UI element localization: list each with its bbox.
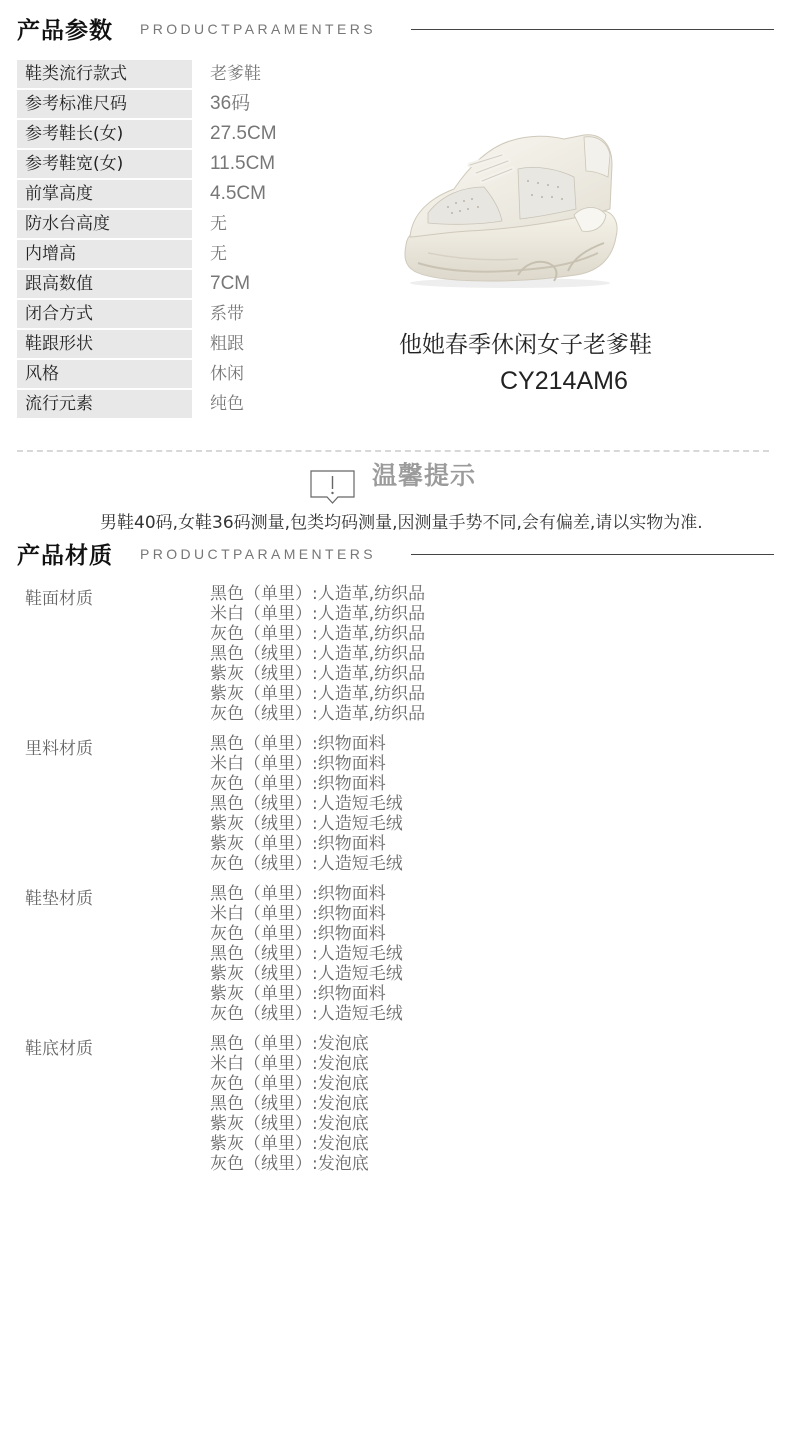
materials-section-header (0, 537, 790, 577)
section-title: 产品参数 (17, 18, 113, 44)
param-row (17, 270, 397, 300)
param-label: 跟高数值 (17, 270, 192, 298)
param-row (17, 120, 397, 150)
product-name: 他她春季休闲女子老爹鞋 (399, 332, 652, 358)
material-lines (210, 584, 425, 724)
param-label: 鞋跟形状 (17, 330, 192, 358)
param-row (17, 90, 397, 120)
material-line: 灰色（绒里）:人造短毛绒 (210, 1004, 403, 1024)
section-divider (411, 554, 774, 555)
param-value: 无 (210, 214, 227, 234)
param-value: 11.5CM (210, 153, 276, 174)
material-line: 灰色（绒里）:发泡底 (210, 1154, 369, 1174)
material-line: 灰色（单里）:发泡底 (210, 1074, 369, 1094)
param-row (17, 60, 397, 90)
material-line: 黑色（绒里）:发泡底 (210, 1094, 369, 1114)
material-line: 黑色（单里）:织物面料 (210, 884, 386, 904)
material-line: 灰色（单里）:人造革,纺织品 (210, 624, 426, 644)
material-label: 里料材质 (25, 739, 93, 759)
param-value: 4.5CM (210, 183, 266, 204)
param-label: 流行元素 (17, 390, 192, 418)
material-line: 紫灰（绒里）:人造革,纺织品 (210, 664, 426, 684)
param-label: 防水台高度 (17, 210, 192, 238)
param-row (17, 240, 397, 270)
param-value: 纯色 (210, 394, 244, 414)
material-line: 灰色（单里）:织物面料 (210, 924, 386, 944)
material-line: 黑色（单里）:发泡底 (210, 1034, 369, 1054)
param-value: 27.5CM (210, 123, 277, 144)
param-label: 前掌高度 (17, 180, 192, 208)
param-row (17, 330, 397, 360)
material-line: 灰色（绒里）:人造革,纺织品 (210, 704, 426, 724)
product-image (398, 125, 623, 290)
material-line: 灰色（单里）:织物面料 (210, 774, 386, 794)
param-label: 风格 (17, 360, 192, 388)
material-lines (210, 884, 403, 1024)
section-divider (411, 29, 774, 30)
param-label: 内增高 (17, 240, 192, 268)
param-label: 参考鞋长(女) (17, 120, 192, 148)
param-value: 休闲 (210, 364, 244, 384)
material-label: 鞋垫材质 (25, 889, 93, 909)
dashed-divider (17, 450, 769, 452)
section-subtitle: PRODUCTPARAMENTERS (140, 21, 376, 37)
material-line: 米白（单里）:人造革,纺织品 (210, 604, 426, 624)
material-line: 米白（单里）:发泡底 (210, 1054, 369, 1074)
param-label: 鞋类流行款式 (17, 60, 192, 88)
param-row (17, 390, 397, 420)
material-line: 米白（单里）:织物面料 (210, 904, 386, 924)
param-row (17, 360, 397, 390)
material-line: 黑色（绒里）:人造革,纺织品 (210, 644, 426, 664)
param-value: 无 (210, 244, 227, 264)
material-label: 鞋底材质 (25, 1039, 93, 1059)
param-row (17, 300, 397, 330)
material-line: 紫灰（绒里）:发泡底 (210, 1114, 369, 1134)
material-line: 灰色（绒里）:人造短毛绒 (210, 854, 403, 874)
param-row (17, 180, 397, 210)
material-line: 黑色（绒里）:人造短毛绒 (210, 944, 403, 964)
material-line: 紫灰（单里）:织物面料 (210, 834, 386, 854)
material-label: 鞋面材质 (25, 589, 93, 609)
section-title: 产品材质 (17, 543, 113, 569)
param-label: 参考标准尺码 (17, 90, 192, 118)
param-row (17, 210, 397, 240)
material-line: 黑色（单里）:织物面料 (210, 734, 386, 754)
param-value: 系带 (210, 304, 244, 324)
material-line: 黑色（绒里）:人造短毛绒 (210, 794, 403, 814)
material-lines (210, 734, 403, 874)
exclamation-box-icon (310, 470, 355, 504)
material-line: 紫灰（单里）:人造革,纺织品 (210, 684, 426, 704)
param-value: 36码 (210, 93, 251, 114)
param-value: 老爹鞋 (210, 64, 261, 84)
product-code: CY214AM6 (500, 367, 628, 395)
material-line: 紫灰（单里）:发泡底 (210, 1134, 369, 1154)
section-subtitle: PRODUCTPARAMENTERS (140, 546, 376, 562)
material-line: 紫灰（单里）:织物面料 (210, 984, 386, 1004)
param-value: 粗跟 (210, 334, 244, 354)
material-line: 黑色（单里）:人造革,纺织品 (210, 584, 426, 604)
material-lines (210, 1034, 369, 1174)
param-row (17, 150, 397, 180)
material-line: 紫灰（绒里）:人造短毛绒 (210, 964, 403, 984)
param-label: 闭合方式 (17, 300, 192, 328)
param-value: 7CM (210, 273, 251, 294)
notice-text: 男鞋40码,女鞋36码测量,包类均码测量,因测量手势不同,会有偏差,请以实物为准. (100, 513, 703, 533)
params-section-header (0, 12, 790, 52)
material-line: 米白（单里）:织物面料 (210, 754, 386, 774)
material-line: 紫灰（绒里）:人造短毛绒 (210, 814, 403, 834)
params-table (17, 60, 397, 420)
param-label: 参考鞋宽(女) (17, 150, 192, 178)
notice-title: 温馨提示 (372, 461, 477, 490)
